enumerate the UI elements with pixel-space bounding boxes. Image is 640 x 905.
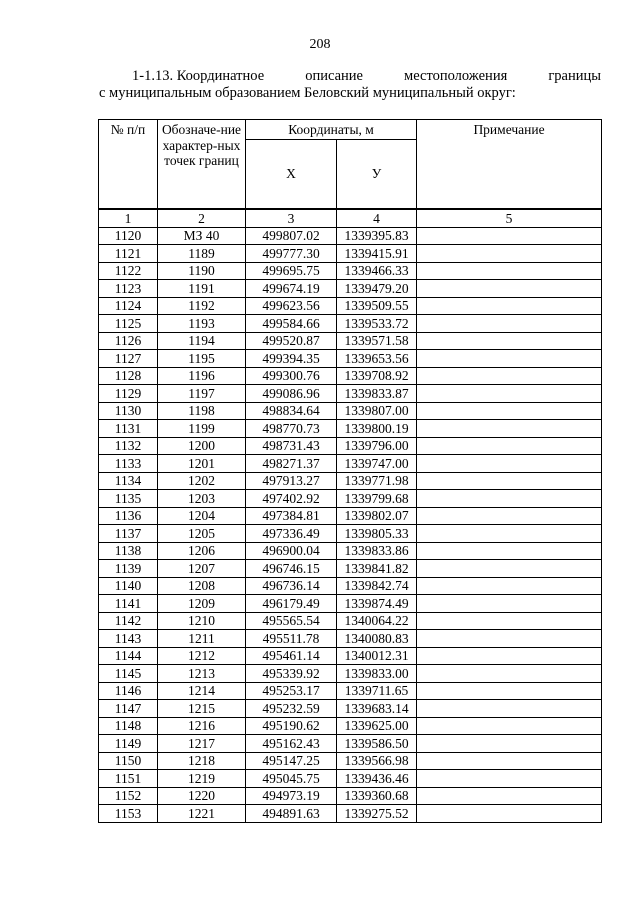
coordinate-y: 1340064.22 bbox=[337, 612, 417, 630]
coordinate-x: 495147.25 bbox=[246, 752, 337, 770]
point-designation: 1215 bbox=[158, 700, 246, 718]
table-row bbox=[99, 700, 602, 718]
row-number: 1132 bbox=[99, 437, 158, 455]
coordinate-y: 1339360.68 bbox=[337, 787, 417, 805]
coordinate-x: 495339.92 bbox=[246, 665, 337, 683]
header-designation: Обозначе-ние характер-ных точек границ bbox=[158, 120, 246, 210]
coordinate-y: 1339802.07 bbox=[337, 507, 417, 525]
note-cell bbox=[417, 525, 602, 543]
coordinate-x: 495511.78 bbox=[246, 630, 337, 648]
table-row bbox=[99, 787, 602, 805]
coordinate-y: 1340012.31 bbox=[337, 647, 417, 665]
coordinate-x: 498770.73 bbox=[246, 420, 337, 438]
coordinate-x: 495162.43 bbox=[246, 735, 337, 753]
note-cell bbox=[417, 332, 602, 350]
coordinate-x: 496736.14 bbox=[246, 577, 337, 595]
row-number: 1150 bbox=[99, 752, 158, 770]
coordinate-y: 1339708.92 bbox=[337, 367, 417, 385]
point-designation: 1194 bbox=[158, 332, 246, 350]
coordinate-y: 1339799.68 bbox=[337, 490, 417, 508]
table-row bbox=[99, 437, 602, 455]
point-designation: 1190 bbox=[158, 262, 246, 280]
row-number: 1131 bbox=[99, 420, 158, 438]
header-num: № п/п bbox=[99, 120, 158, 210]
table-row bbox=[99, 542, 602, 560]
note-cell bbox=[417, 805, 602, 823]
coordinate-y: 1339807.00 bbox=[337, 402, 417, 420]
header-x: X bbox=[246, 140, 337, 210]
row-number: 1120 bbox=[99, 227, 158, 245]
row-number: 1142 bbox=[99, 612, 158, 630]
coordinate-y: 1339796.00 bbox=[337, 437, 417, 455]
point-designation: 1200 bbox=[158, 437, 246, 455]
coordinate-y: 1339653.56 bbox=[337, 350, 417, 368]
coordinate-x: 499520.87 bbox=[246, 332, 337, 350]
heading-word: 1-1.13. Координатное bbox=[132, 68, 265, 84]
note-cell bbox=[417, 385, 602, 403]
coordinate-y: 1339833.00 bbox=[337, 665, 417, 683]
coordinate-x: 494973.19 bbox=[246, 787, 337, 805]
point-designation: 1203 bbox=[158, 490, 246, 508]
point-designation: 1193 bbox=[158, 315, 246, 333]
table-row bbox=[99, 735, 602, 753]
table-row bbox=[99, 402, 602, 420]
coordinate-x: 499300.76 bbox=[246, 367, 337, 385]
note-cell bbox=[417, 682, 602, 700]
note-cell bbox=[417, 560, 602, 578]
note-cell bbox=[417, 647, 602, 665]
table-row bbox=[99, 420, 602, 438]
row-number: 1129 bbox=[99, 385, 158, 403]
table-row bbox=[99, 385, 602, 403]
point-designation: 1202 bbox=[158, 472, 246, 490]
coordinate-x: 499623.56 bbox=[246, 297, 337, 315]
coordinate-y: 1339833.86 bbox=[337, 542, 417, 560]
coordinate-y: 1339533.72 bbox=[337, 315, 417, 333]
page-number: 208 bbox=[309, 37, 331, 52]
heading-line-1 bbox=[99, 68, 601, 85]
table-row bbox=[99, 490, 602, 508]
coordinate-y: 1339395.83 bbox=[337, 227, 417, 245]
row-number: 1124 bbox=[99, 297, 158, 315]
row-number: 1139 bbox=[99, 560, 158, 578]
point-designation: 1208 bbox=[158, 577, 246, 595]
point-designation: 1206 bbox=[158, 542, 246, 560]
row-number: 1136 bbox=[99, 507, 158, 525]
point-designation: 1196 bbox=[158, 367, 246, 385]
coordinate-y: 1339842.74 bbox=[337, 577, 417, 595]
row-number: 1138 bbox=[99, 542, 158, 560]
row-number: 1135 bbox=[99, 490, 158, 508]
table-row bbox=[99, 682, 602, 700]
table-row bbox=[99, 577, 602, 595]
coordinate-y: 1339805.33 bbox=[337, 525, 417, 543]
table-row bbox=[99, 665, 602, 683]
coordinate-x: 496746.15 bbox=[246, 560, 337, 578]
note-cell bbox=[417, 665, 602, 683]
point-designation: 1220 bbox=[158, 787, 246, 805]
note-cell bbox=[417, 770, 602, 788]
coordinate-x: 499807.02 bbox=[246, 227, 337, 245]
heading-word: границы bbox=[548, 68, 601, 84]
coordinate-y: 1339800.19 bbox=[337, 420, 417, 438]
coordinate-y: 1339747.00 bbox=[337, 455, 417, 473]
row-number: 1148 bbox=[99, 717, 158, 735]
row-number: 1147 bbox=[99, 700, 158, 718]
note-cell bbox=[417, 752, 602, 770]
table-row bbox=[99, 630, 602, 648]
coordinate-x: 498271.37 bbox=[246, 455, 337, 473]
note-cell bbox=[417, 367, 602, 385]
note-cell bbox=[417, 350, 602, 368]
row-number: 1122 bbox=[99, 262, 158, 280]
table-row bbox=[99, 472, 602, 490]
note-cell bbox=[417, 735, 602, 753]
point-designation: 1199 bbox=[158, 420, 246, 438]
row-number: 1140 bbox=[99, 577, 158, 595]
coordinate-x: 498731.43 bbox=[246, 437, 337, 455]
coordinate-y: 1340080.83 bbox=[337, 630, 417, 648]
point-designation: 1211 bbox=[158, 630, 246, 648]
row-number: 1134 bbox=[99, 472, 158, 490]
table-row bbox=[99, 262, 602, 280]
point-designation: 1204 bbox=[158, 507, 246, 525]
point-designation: 1192 bbox=[158, 297, 246, 315]
point-designation: 1197 bbox=[158, 385, 246, 403]
coordinate-x: 495461.14 bbox=[246, 647, 337, 665]
note-cell bbox=[417, 577, 602, 595]
point-designation: МЗ 40 bbox=[158, 227, 246, 245]
heading-word: описание bbox=[305, 68, 363, 84]
point-designation: 1213 bbox=[158, 665, 246, 683]
table-row bbox=[99, 227, 602, 245]
row-number: 1128 bbox=[99, 367, 158, 385]
coordinate-y: 1339479.20 bbox=[337, 280, 417, 298]
coordinate-y: 1339841.82 bbox=[337, 560, 417, 578]
point-designation: 1201 bbox=[158, 455, 246, 473]
point-designation: 1191 bbox=[158, 280, 246, 298]
coordinate-y: 1339466.33 bbox=[337, 262, 417, 280]
table-row bbox=[99, 560, 602, 578]
table-row bbox=[99, 647, 602, 665]
note-cell bbox=[417, 262, 602, 280]
heading-word: местоположения bbox=[404, 68, 508, 84]
coordinate-x: 497384.81 bbox=[246, 507, 337, 525]
table-row bbox=[99, 525, 602, 543]
point-designation: 1205 bbox=[158, 525, 246, 543]
coordinate-x: 495565.54 bbox=[246, 612, 337, 630]
coordinate-x: 499584.66 bbox=[246, 315, 337, 333]
note-cell bbox=[417, 595, 602, 613]
table-body bbox=[99, 227, 602, 822]
table-row bbox=[99, 455, 602, 473]
point-designation: 1219 bbox=[158, 770, 246, 788]
row-number: 1126 bbox=[99, 332, 158, 350]
note-cell bbox=[417, 542, 602, 560]
note-cell bbox=[417, 227, 602, 245]
note-cell bbox=[417, 402, 602, 420]
table-row bbox=[99, 280, 602, 298]
coordinate-x: 499777.30 bbox=[246, 245, 337, 263]
note-cell bbox=[417, 612, 602, 630]
point-designation: 1189 bbox=[158, 245, 246, 263]
row-number: 1141 bbox=[99, 595, 158, 613]
coordinate-x: 497402.92 bbox=[246, 490, 337, 508]
note-cell bbox=[417, 490, 602, 508]
coordinates-table bbox=[98, 119, 602, 823]
coordinate-y: 1339415.91 bbox=[337, 245, 417, 263]
coordinate-x: 499674.19 bbox=[246, 280, 337, 298]
table-row bbox=[99, 595, 602, 613]
row-number: 1123 bbox=[99, 280, 158, 298]
coordinate-x: 499394.35 bbox=[246, 350, 337, 368]
row-number: 1121 bbox=[99, 245, 158, 263]
table-row bbox=[99, 507, 602, 525]
coordinate-x: 495045.75 bbox=[246, 770, 337, 788]
coordinate-x: 499086.96 bbox=[246, 385, 337, 403]
table-row bbox=[99, 367, 602, 385]
row-number: 1149 bbox=[99, 735, 158, 753]
column-number: 3 bbox=[246, 209, 337, 227]
table-row bbox=[99, 297, 602, 315]
coordinate-y: 1339771.98 bbox=[337, 472, 417, 490]
coordinate-x: 495190.62 bbox=[246, 717, 337, 735]
column-number: 1 bbox=[99, 209, 158, 227]
point-designation: 1207 bbox=[158, 560, 246, 578]
row-number: 1130 bbox=[99, 402, 158, 420]
header-y: У bbox=[337, 140, 417, 210]
table-row bbox=[99, 752, 602, 770]
header-coordinates: Координаты, м bbox=[246, 120, 417, 140]
row-number: 1127 bbox=[99, 350, 158, 368]
note-cell bbox=[417, 420, 602, 438]
point-designation: 1214 bbox=[158, 682, 246, 700]
point-designation: 1195 bbox=[158, 350, 246, 368]
table-header-row bbox=[99, 120, 602, 140]
coordinate-x: 499695.75 bbox=[246, 262, 337, 280]
note-cell bbox=[417, 315, 602, 333]
coordinate-y: 1339683.14 bbox=[337, 700, 417, 718]
column-number: 2 bbox=[158, 209, 246, 227]
coordinate-y: 1339874.49 bbox=[337, 595, 417, 613]
point-designation: 1218 bbox=[158, 752, 246, 770]
point-designation: 1212 bbox=[158, 647, 246, 665]
table-row bbox=[99, 805, 602, 823]
point-designation: 1216 bbox=[158, 717, 246, 735]
row-number: 1137 bbox=[99, 525, 158, 543]
note-cell bbox=[417, 280, 602, 298]
note-cell bbox=[417, 630, 602, 648]
table-row bbox=[99, 717, 602, 735]
row-number: 1125 bbox=[99, 315, 158, 333]
row-number: 1144 bbox=[99, 647, 158, 665]
row-number: 1145 bbox=[99, 665, 158, 683]
table-row bbox=[99, 332, 602, 350]
column-numbers-row bbox=[99, 209, 602, 227]
column-number: 4 bbox=[337, 209, 417, 227]
table-row bbox=[99, 315, 602, 333]
coordinate-x: 495232.59 bbox=[246, 700, 337, 718]
point-designation: 1198 bbox=[158, 402, 246, 420]
note-cell bbox=[417, 787, 602, 805]
coordinate-x: 494891.63 bbox=[246, 805, 337, 823]
note-cell bbox=[417, 297, 602, 315]
coordinate-x: 497913.27 bbox=[246, 472, 337, 490]
table-row bbox=[99, 350, 602, 368]
note-cell bbox=[417, 437, 602, 455]
row-number: 1153 bbox=[99, 805, 158, 823]
point-designation: 1209 bbox=[158, 595, 246, 613]
note-cell bbox=[417, 507, 602, 525]
table-row bbox=[99, 245, 602, 263]
coordinate-y: 1339566.98 bbox=[337, 752, 417, 770]
coordinate-y: 1339275.52 bbox=[337, 805, 417, 823]
note-cell bbox=[417, 717, 602, 735]
coordinate-x: 496179.49 bbox=[246, 595, 337, 613]
column-number: 5 bbox=[417, 209, 602, 227]
coordinate-y: 1339571.58 bbox=[337, 332, 417, 350]
coordinate-x: 497336.49 bbox=[246, 525, 337, 543]
point-designation: 1210 bbox=[158, 612, 246, 630]
note-cell bbox=[417, 245, 602, 263]
table-row bbox=[99, 770, 602, 788]
row-number: 1143 bbox=[99, 630, 158, 648]
table-row bbox=[99, 612, 602, 630]
coordinate-y: 1339586.50 bbox=[337, 735, 417, 753]
coordinate-x: 498834.64 bbox=[246, 402, 337, 420]
coordinate-x: 496900.04 bbox=[246, 542, 337, 560]
coordinate-y: 1339625.00 bbox=[337, 717, 417, 735]
row-number: 1152 bbox=[99, 787, 158, 805]
row-number: 1151 bbox=[99, 770, 158, 788]
coordinate-y: 1339436.46 bbox=[337, 770, 417, 788]
coordinate-y: 1339833.87 bbox=[337, 385, 417, 403]
note-cell bbox=[417, 700, 602, 718]
coordinate-x: 495253.17 bbox=[246, 682, 337, 700]
note-cell bbox=[417, 455, 602, 473]
header-note: Примечание bbox=[417, 120, 602, 210]
coordinate-y: 1339509.55 bbox=[337, 297, 417, 315]
section-heading bbox=[99, 68, 601, 102]
point-designation: 1221 bbox=[158, 805, 246, 823]
point-designation: 1217 bbox=[158, 735, 246, 753]
coordinate-y: 1339711.65 bbox=[337, 682, 417, 700]
row-number: 1146 bbox=[99, 682, 158, 700]
note-cell bbox=[417, 472, 602, 490]
row-number: 1133 bbox=[99, 455, 158, 473]
heading-line-2: с муниципальным образованием Беловский муниципальный округ: bbox=[99, 85, 516, 101]
